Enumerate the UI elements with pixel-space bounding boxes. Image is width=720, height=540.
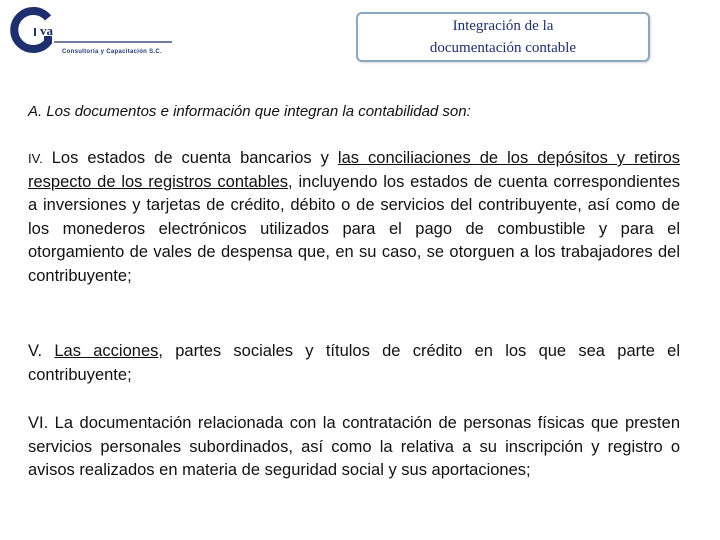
item-number: VI. — [28, 414, 49, 432]
item-text: La documentación relacionada con la contratación de personas físicas que presten servicios personales subordinados, así como la relativa a su inscripción y registro o avisos realizados en materia de seguridad social y sus aportaciones; — [28, 414, 680, 480]
item-number: V. — [28, 342, 43, 360]
logo-va: va — [40, 23, 53, 38]
section-heading: A. Los documentos e información que integran la contabilidad son: — [28, 103, 471, 120]
paragraph-vi — [28, 412, 680, 483]
slide-title-line2: documentación contable — [429, 40, 577, 56]
item-text: , incluyendo los estados de cuenta correspondientes a inversiones y tarjetas de crédito, débito o de servicios del contribuyente, así como de los monederos electrónicos utilizados para el pago de combustible y para el otorgamiento de vales de despensa que, en su caso, se otorguen a los trabajadores del contribuyente; — [28, 172, 680, 285]
paragraph-v — [28, 340, 680, 387]
company-logo — [4, 6, 174, 56]
slide-title-box — [356, 12, 650, 62]
item-text: Los estados de cuenta bancarios y — [42, 149, 338, 167]
paragraph-iv — [28, 147, 680, 289]
item-underlined-text: las conciliaciones de los depósitos y retiros respecto de los registros contables — [28, 149, 680, 191]
slide-title-line1: Integración de la — [452, 18, 554, 34]
item-text: , partes sociales y títulos de crédito en los que sea parte el contribuyente; — [28, 342, 681, 384]
item-underlined-text: Las acciones — [54, 342, 159, 360]
item-number: IV. — [28, 151, 43, 166]
logo-tagline: Consultoría y Capacitación S.C. — [62, 49, 162, 55]
item-text — [42, 342, 54, 360]
